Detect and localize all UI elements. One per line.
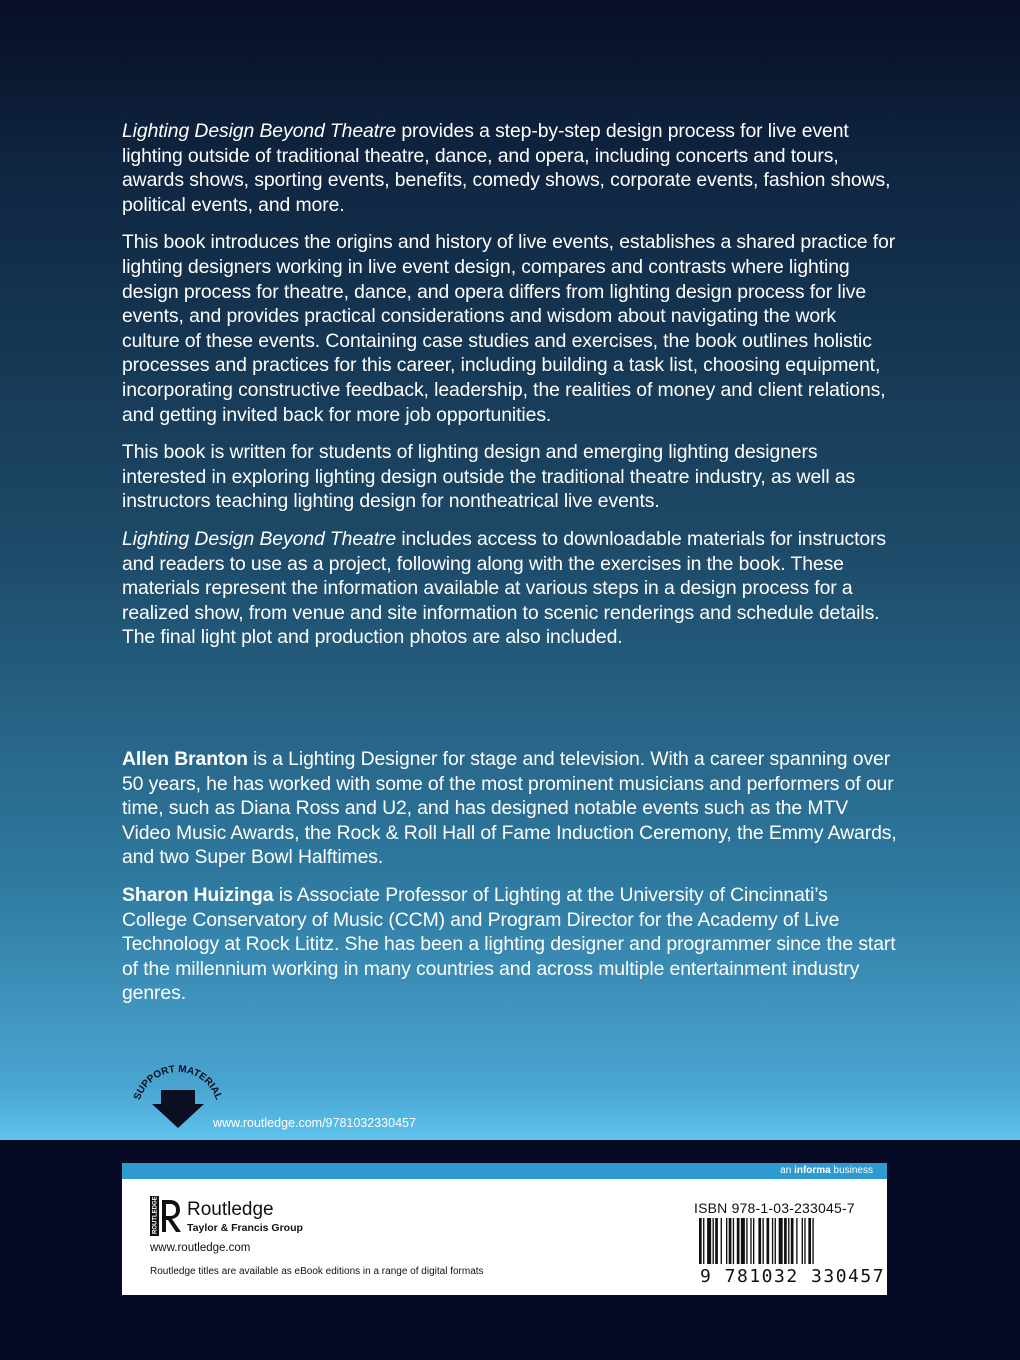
barcode-bar <box>750 1218 751 1264</box>
barcode-bar <box>758 1218 761 1264</box>
informa-business-label: an informa business <box>780 1165 873 1176</box>
description-paragraph-2: This book introduces the origins and history of live events, establishes a shared practice for lighting designers working in live event design, compares and contrasts where lighting design process for theatre, dance, and opera differs from lighting design process for live events, and provides practical considerations and wisdom about navigating the work culture of these events. Containing case studies and exercises, the book outlines holistic processes and practices for this career, including building a task list, choosing equipment, incorporating constructive feedback, leadership, the realities of money and client relations, and getting invited back for more job opportunities. <box>122 231 896 426</box>
book-title-italic: Lighting Design Beyond Theatre <box>122 120 397 142</box>
barcode-bar <box>802 1218 803 1264</box>
barcode-bar <box>729 1218 732 1264</box>
support-badge-text: SUPPORT MATERIAL <box>132 1063 224 1102</box>
description-paragraph-1: Lighting Design Beyond Theatre provides a step-by-step design process for live event lighting outside of traditional theatre, dance, and opera, including concerts and tours, awards shows, sporting events, benefits, comedy shows, corporate events, fashion shows, political events, and more. <box>122 120 891 216</box>
barcode-bar <box>767 1218 770 1264</box>
ebook-note: Routledge titles are available as eBook editions in a range of digital formats <box>150 1266 484 1277</box>
publisher-url[interactable]: www.routledge.com <box>150 1242 251 1254</box>
support-url[interactable]: www.routledge.com/9781032330457 <box>213 1116 416 1130</box>
author-bios <box>122 747 897 1019</box>
barcode-bar <box>733 1218 734 1264</box>
book-title-italic: Lighting Design Beyond Theatre <box>122 527 397 550</box>
author-name-2: Sharon Huizinga <box>122 883 274 906</box>
routledge-logo-side-text: ROUTLEDGE <box>152 1196 159 1234</box>
barcode-bar <box>775 1218 776 1264</box>
barcode-bar <box>726 1218 727 1264</box>
barcode-bar <box>703 1218 704 1264</box>
author-name-1: Allen Branton <box>122 748 248 770</box>
author-bio-2: Sharon Huizinga is Associate Professor of Lighting at the University of Cincinnati’s College Conservatory of Music (CCM) and Program Director for the Academy of Live Technology at Rock Lititz. She has been a lighting designer and programmer since the start of the millennium working in many countries and across multiple entertainment industry genres. <box>122 883 896 1005</box>
barcode-bar <box>772 1218 773 1264</box>
publisher-name: Routledge <box>187 1199 274 1220</box>
barcode-bar <box>808 1218 811 1264</box>
barcode-bar <box>721 1218 722 1264</box>
barcode-bar <box>715 1218 718 1264</box>
description-paragraph-4: Lighting Design Beyond Theatre includes access to downloadable materials for instructors and readers to use as a project, following along with the exercises in the book. These materials represent the information available at various steps in a design process for a realized show, from venue and site information to scenic renderings and schedule details. The final light plot and production photos are also included. <box>122 527 887 649</box>
barcode-bar <box>804 1218 805 1264</box>
barcode-bar <box>812 1218 813 1264</box>
informa-strip <box>122 1163 887 1179</box>
support-material-icon <box>130 1060 225 1130</box>
barcode-bar <box>707 1218 711 1264</box>
barcode-bar <box>746 1218 747 1264</box>
publisher-group: Taylor & Francis Group <box>187 1222 303 1234</box>
routledge-logo-icon <box>150 1196 182 1236</box>
barcode-digits: 9 781032 330457 <box>700 1266 886 1287</box>
isbn-label: ISBN 978-1-03-233045-7 <box>694 1200 855 1216</box>
barcode-bar <box>753 1218 754 1264</box>
barcode-bar <box>788 1218 789 1264</box>
barcode-bar <box>737 1218 740 1264</box>
barcode-bar <box>784 1218 787 1264</box>
barcode-bar <box>741 1218 745 1264</box>
barcode-bar <box>699 1218 702 1264</box>
description-paragraph-3: This book is written for students of lighting design and emerging lighting designers interested in exploring lighting design outside the traditional theatre industry, as well as instructors teaching lighting design for nontheatrical live events. <box>122 441 856 513</box>
barcode-bar <box>796 1218 797 1264</box>
barcode-bar <box>762 1218 763 1264</box>
barcode-bar <box>713 1218 714 1264</box>
author-bio-1: Allen Branton is a Lighting Designer for stage and television. With a career spanning over 50 years, he has worked with some of the most prominent musicians and performers of our time, such as Diana Ross and U2, and has designed notable events such as the MTV Video Music Awards, the Rock & Roll Hall of Fame Induction Ceremony, the Emmy Awards, and two Super Bowl Halftimes. <box>122 748 897 869</box>
barcode-bar <box>779 1218 783 1264</box>
barcode-bar <box>791 1218 794 1264</box>
book-description <box>122 119 897 663</box>
